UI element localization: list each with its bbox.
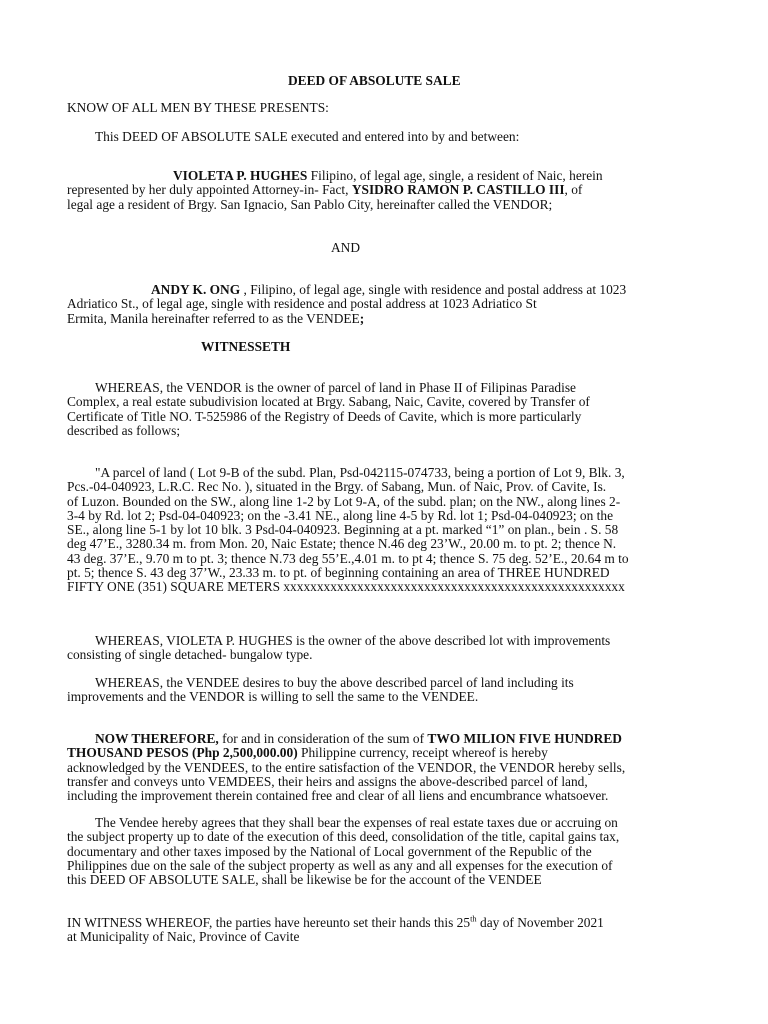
vendee-name: ANDY K. ONG (151, 282, 241, 297)
now-therefore-paragraph (67, 732, 625, 803)
amount-figure: THOUSAND PESOS (Php 2,500,000.00) (67, 745, 298, 761)
parcel-line-9: FIFTY ONE (351) SQUARE METERS xxxxxxxxxxxxxxxxxxxxxxxxxxxxxxxxxxxxxxxxxxxxxxxxxxx (67, 579, 625, 595)
witness-line-2: at Municipality of Naic, Province of Cavite (67, 929, 300, 945)
parcel-line-7: 43 deg. 37’E., 9.70 m to pt. 3; thence N.73 deg 55’E.,4.01 m. to pt 4; thence S. 75 deg. 52’E., 20.64 m to (67, 550, 629, 566)
now-line-4: transfer and conveys unto VEMDEES, their heirs and assigns the above-described parcel of land, (67, 773, 588, 789)
document-title (288, 74, 461, 88)
now-line-5: including the improvement therein contained free and clear of all liens and encumbrance whatsoever. (67, 788, 609, 804)
title-text: DEED OF ABSOLUTE SALE (288, 73, 461, 88)
now-line-1: NOW THEREFORE, for and in consideration of the sum of TWO MILION FIVE HUNDRED (95, 731, 622, 746)
intro-text: This DEED OF ABSOLUTE SALE executed and entered into by and between: (95, 129, 520, 144)
know-all-line (67, 101, 329, 115)
whereas1-line-1: WHEREAS, the VENDOR is the owner of parcel of land in Phase II of Filipinas Paradise (95, 380, 576, 395)
now-line-2: THOUSAND PESOS (Php 2,500,000.00) Philippine currency, receipt whereof is hereby (67, 745, 548, 761)
vendor-paragraph (67, 169, 603, 212)
agrees-line-5: this DEED OF ABSOLUTE SALE, shall be likewise be for the account of the VENDEE (67, 872, 542, 888)
vendor-line-3: legal age a resident of Brgy. San Ignacio, San Pablo City, hereinafter called the VENDOR; (67, 196, 553, 212)
day-ordinal-suffix: th (470, 913, 477, 924)
parcel-line-2: Pcs.-04-040923, L.R.C. Rec No. ), situated in the Brgy. of Sabang, Mun. of Naic, Prov. of Cavite, Is. (67, 479, 607, 495)
agrees-line-1: The Vendee hereby agrees that they shall bear the expenses of real estate taxes due or accruing on (95, 815, 618, 830)
whereas-owner-paragraph (67, 634, 610, 663)
agrees-line-2: the subject property up to date of the execution of this deed, consolidation of the title, capital gains tax, (67, 829, 620, 845)
parcel-line-8: pt. 5; thence S. 43 deg 37’W., 23.33 m. to pt. of beginning containing an area of THREE HUNDRED (67, 565, 610, 581)
vendee-line-1: ANDY K. ONG , Filipino, of legal age, single with residence and postal address at 1023 (151, 282, 627, 297)
vendee-line-2: Adriatico St., of legal age, single with residence and postal address at 1023 Adriatico St (67, 296, 537, 312)
witnesseth-heading (201, 340, 290, 354)
vendee-paragraph (67, 283, 626, 326)
whereas1-line-2: Complex, a real estate subudivision located at Brgy. Sabang, Naic, Cavite, covered by Transfer of (67, 394, 590, 410)
vendee-agrees-paragraph (67, 816, 619, 887)
whereas1-line-4: described as follows; (67, 422, 181, 438)
and-text: AND (331, 240, 361, 255)
amount-words: TWO MILION FIVE HUNDRED (427, 731, 622, 746)
whereas2-line-1: WHEREAS, VIOLETA P. HUGHES is the owner of the above described lot with improvements (95, 633, 611, 648)
now-line-3: acknowledged by the VENDEES, to the entire satisfaction of the VENDOR, the VENDOR hereby sells, (67, 759, 626, 775)
parcel-line-4: 3-4 by Rd. lot 2; Psd-04-040923; on the -3.41 NE., along line 4-5 by Rd. lot 1; Psd-04-040923; on the (67, 507, 614, 523)
whereas2-line-2: consisting of single detached- bungalow type. (67, 647, 313, 663)
now-therefore-lead: NOW THEREFORE, (95, 731, 219, 746)
whereas-vendor-paragraph (67, 381, 590, 438)
and-separator (331, 241, 360, 255)
vendor-name: VIOLETA P. HUGHES (173, 168, 308, 183)
agrees-line-4: Philippines due on the sale of the subject property as well as any and all expenses for the execution of (67, 857, 613, 873)
agrees-line-3: documentary and other taxes imposed by the National of Local government of the Republic of the (67, 843, 592, 859)
attorney-name: YSIDRO RAMON P. CASTILLO III (351, 182, 565, 198)
whereas3-line-1: WHEREAS, the VENDEE desires to buy the above described parcel of land including its (95, 675, 574, 690)
whereas-vendee-paragraph (67, 676, 574, 705)
parcel-line-1: "A parcel of land ( Lot 9-B of the subd. Plan, Psd-042115-074733, being a portion of Lot 9, Blk. 3, (95, 465, 625, 480)
witnesseth-text: WITNESSETH (201, 339, 291, 354)
know-all-text: KNOW OF ALL MEN BY THESE PRESENTS: (67, 100, 329, 115)
vendor-line-2: represented by her duly appointed Attorney-in- Fact, YSIDRO RAMON P. CASTILLO III, of (67, 182, 583, 198)
whereas3-line-2: improvements and the VENDOR is willing to sell the same to the VENDEE. (67, 689, 479, 705)
parcel-description (67, 466, 629, 595)
intro-paragraph (95, 130, 519, 144)
vendor-line-1: VIOLETA P. HUGHES Filipino, of legal age, single, a resident of Naic, herein (173, 168, 603, 183)
parcel-line-6: deg 47’E., 3280.34 m. from Mon. 20, Naic Estate; thence N.46 deg 23’W., 20.00 m. to pt. 2; thence N. (67, 536, 617, 552)
witness-whereof-paragraph (67, 913, 604, 945)
witness-line-1: IN WITNESS WHEREOF, the parties have hereunto set their hands this 25th day of November 2021 (67, 913, 604, 930)
whereas1-line-3: Certificate of Title NO. T-525986 of the Registry of Deeds of Cavite, which is more particularly (67, 408, 582, 424)
vendee-line-3: Ermita, Manila hereinafter referred to as the VENDEE; (67, 310, 365, 326)
parcel-line-5: SE., along line 5-1 by lot 10 blk. 3 Psd-04-040923. Beginning at a pt. marked “1” on plan., bein . S. 58 (67, 522, 619, 538)
parcel-line-3: of Luzon. Bounded on the SW., along line 1-2 by Lot 9-A, of the subd. plan; on the NW., along lines 2- (67, 493, 621, 509)
